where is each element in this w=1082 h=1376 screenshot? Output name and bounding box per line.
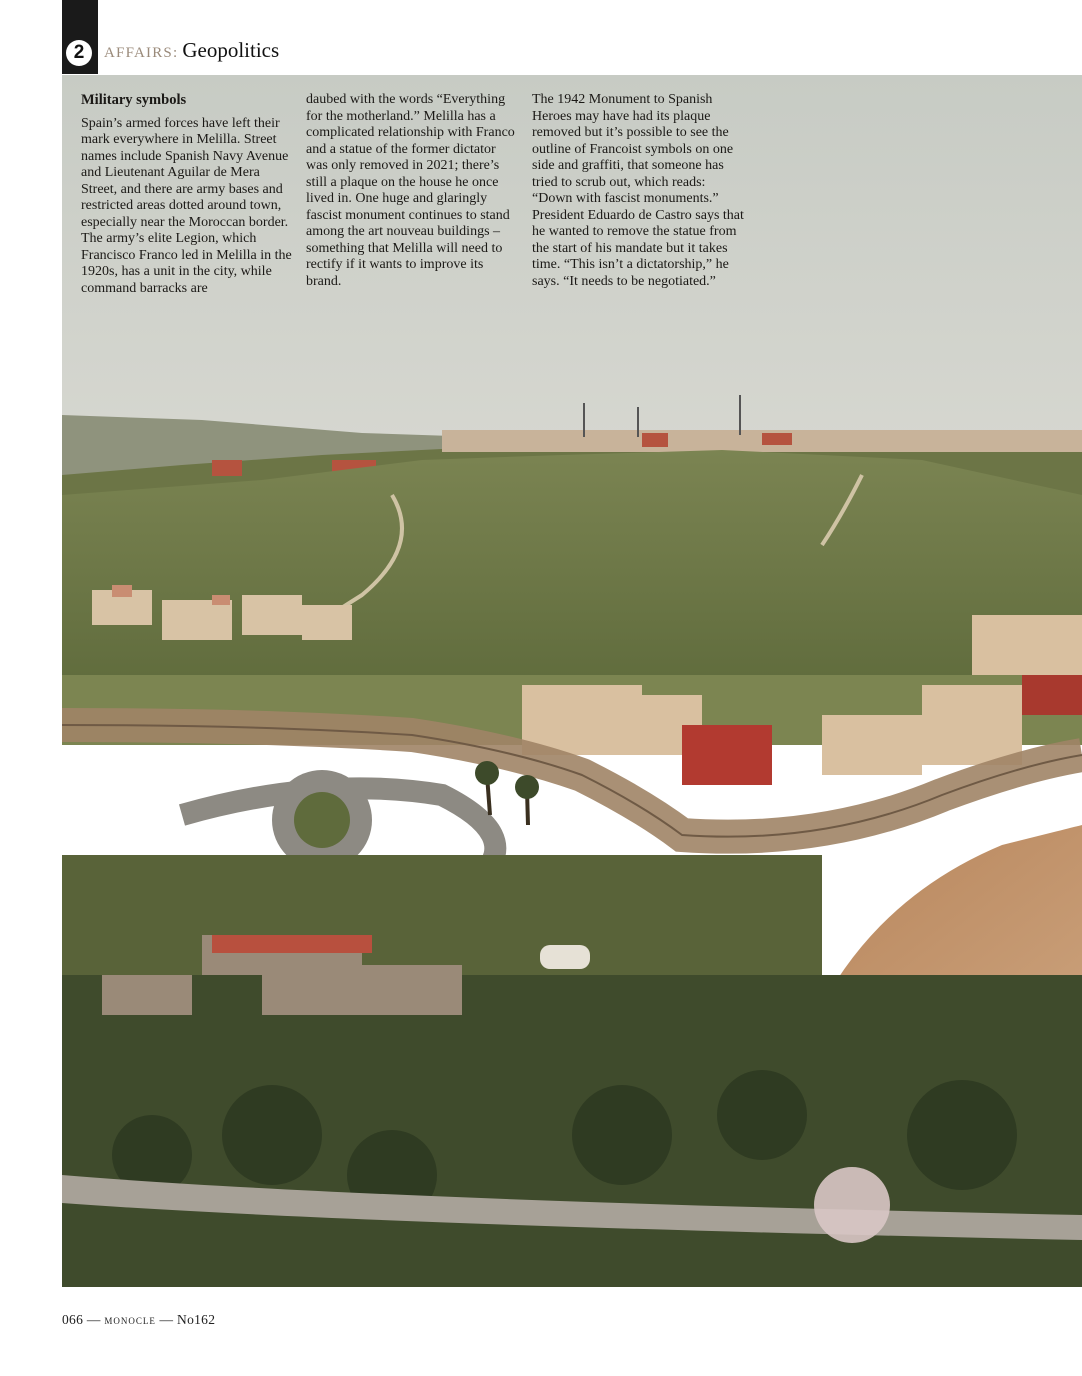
section-label: AFFAIRS: xyxy=(104,45,179,61)
folio-separator: — xyxy=(159,1312,174,1327)
column-1-text: Spain’s armed forces have left their mark everywhere in Melilla. Street names include Spanish Navy Avenue and Lieutenant Aguilar de Mera Street, and there are army bases and restricted areas dotted around town, especially near the Moroccan border. The army’s elite Legion, which Francisco Franco led in Melilla in the 1920s, has a unit in the city, while command barracks are xyxy=(81,115,292,296)
issue-number: No162 xyxy=(177,1312,216,1327)
column-3-text: The 1942 Monument to Spanish Heroes may have had its plaque removed but it’s possible to see the outline of Francoist symbols on one side and graffiti, that someone has tried to scrub out, which reads: “Down with fascist monuments.” President Eduardo de Castro says that he wanted to remove the statue from the start of his mandate but it takes time. “This isn’t a dictatorship,” he says. “It needs to be negotiated.” xyxy=(532,92,744,289)
section-title: Geopolitics xyxy=(182,38,280,62)
page-number: 066 xyxy=(62,1312,84,1327)
article-column-1 xyxy=(81,92,295,297)
column-2-text: daubed with the words “Everything for the motherland.” Melilla has a complicated relationship with Franco and a statue of the former dictator was only removed in 2021; there’s still a plaque on the house he once lived in. One huge and glaringly fascist monument continues to stand among the art nouveau buildings – something that Melilla will need to rectify if it wants to improve its brand. xyxy=(306,92,515,289)
section-header xyxy=(104,38,279,63)
article-subhead: Military symbols xyxy=(81,92,187,108)
folio-separator: — xyxy=(86,1312,101,1327)
magazine-name: monocle xyxy=(104,1312,156,1327)
page-folio xyxy=(62,1312,215,1328)
section-number-badge: 2 xyxy=(66,40,92,66)
article-column-3 xyxy=(532,92,746,290)
article-column-2 xyxy=(306,92,518,290)
